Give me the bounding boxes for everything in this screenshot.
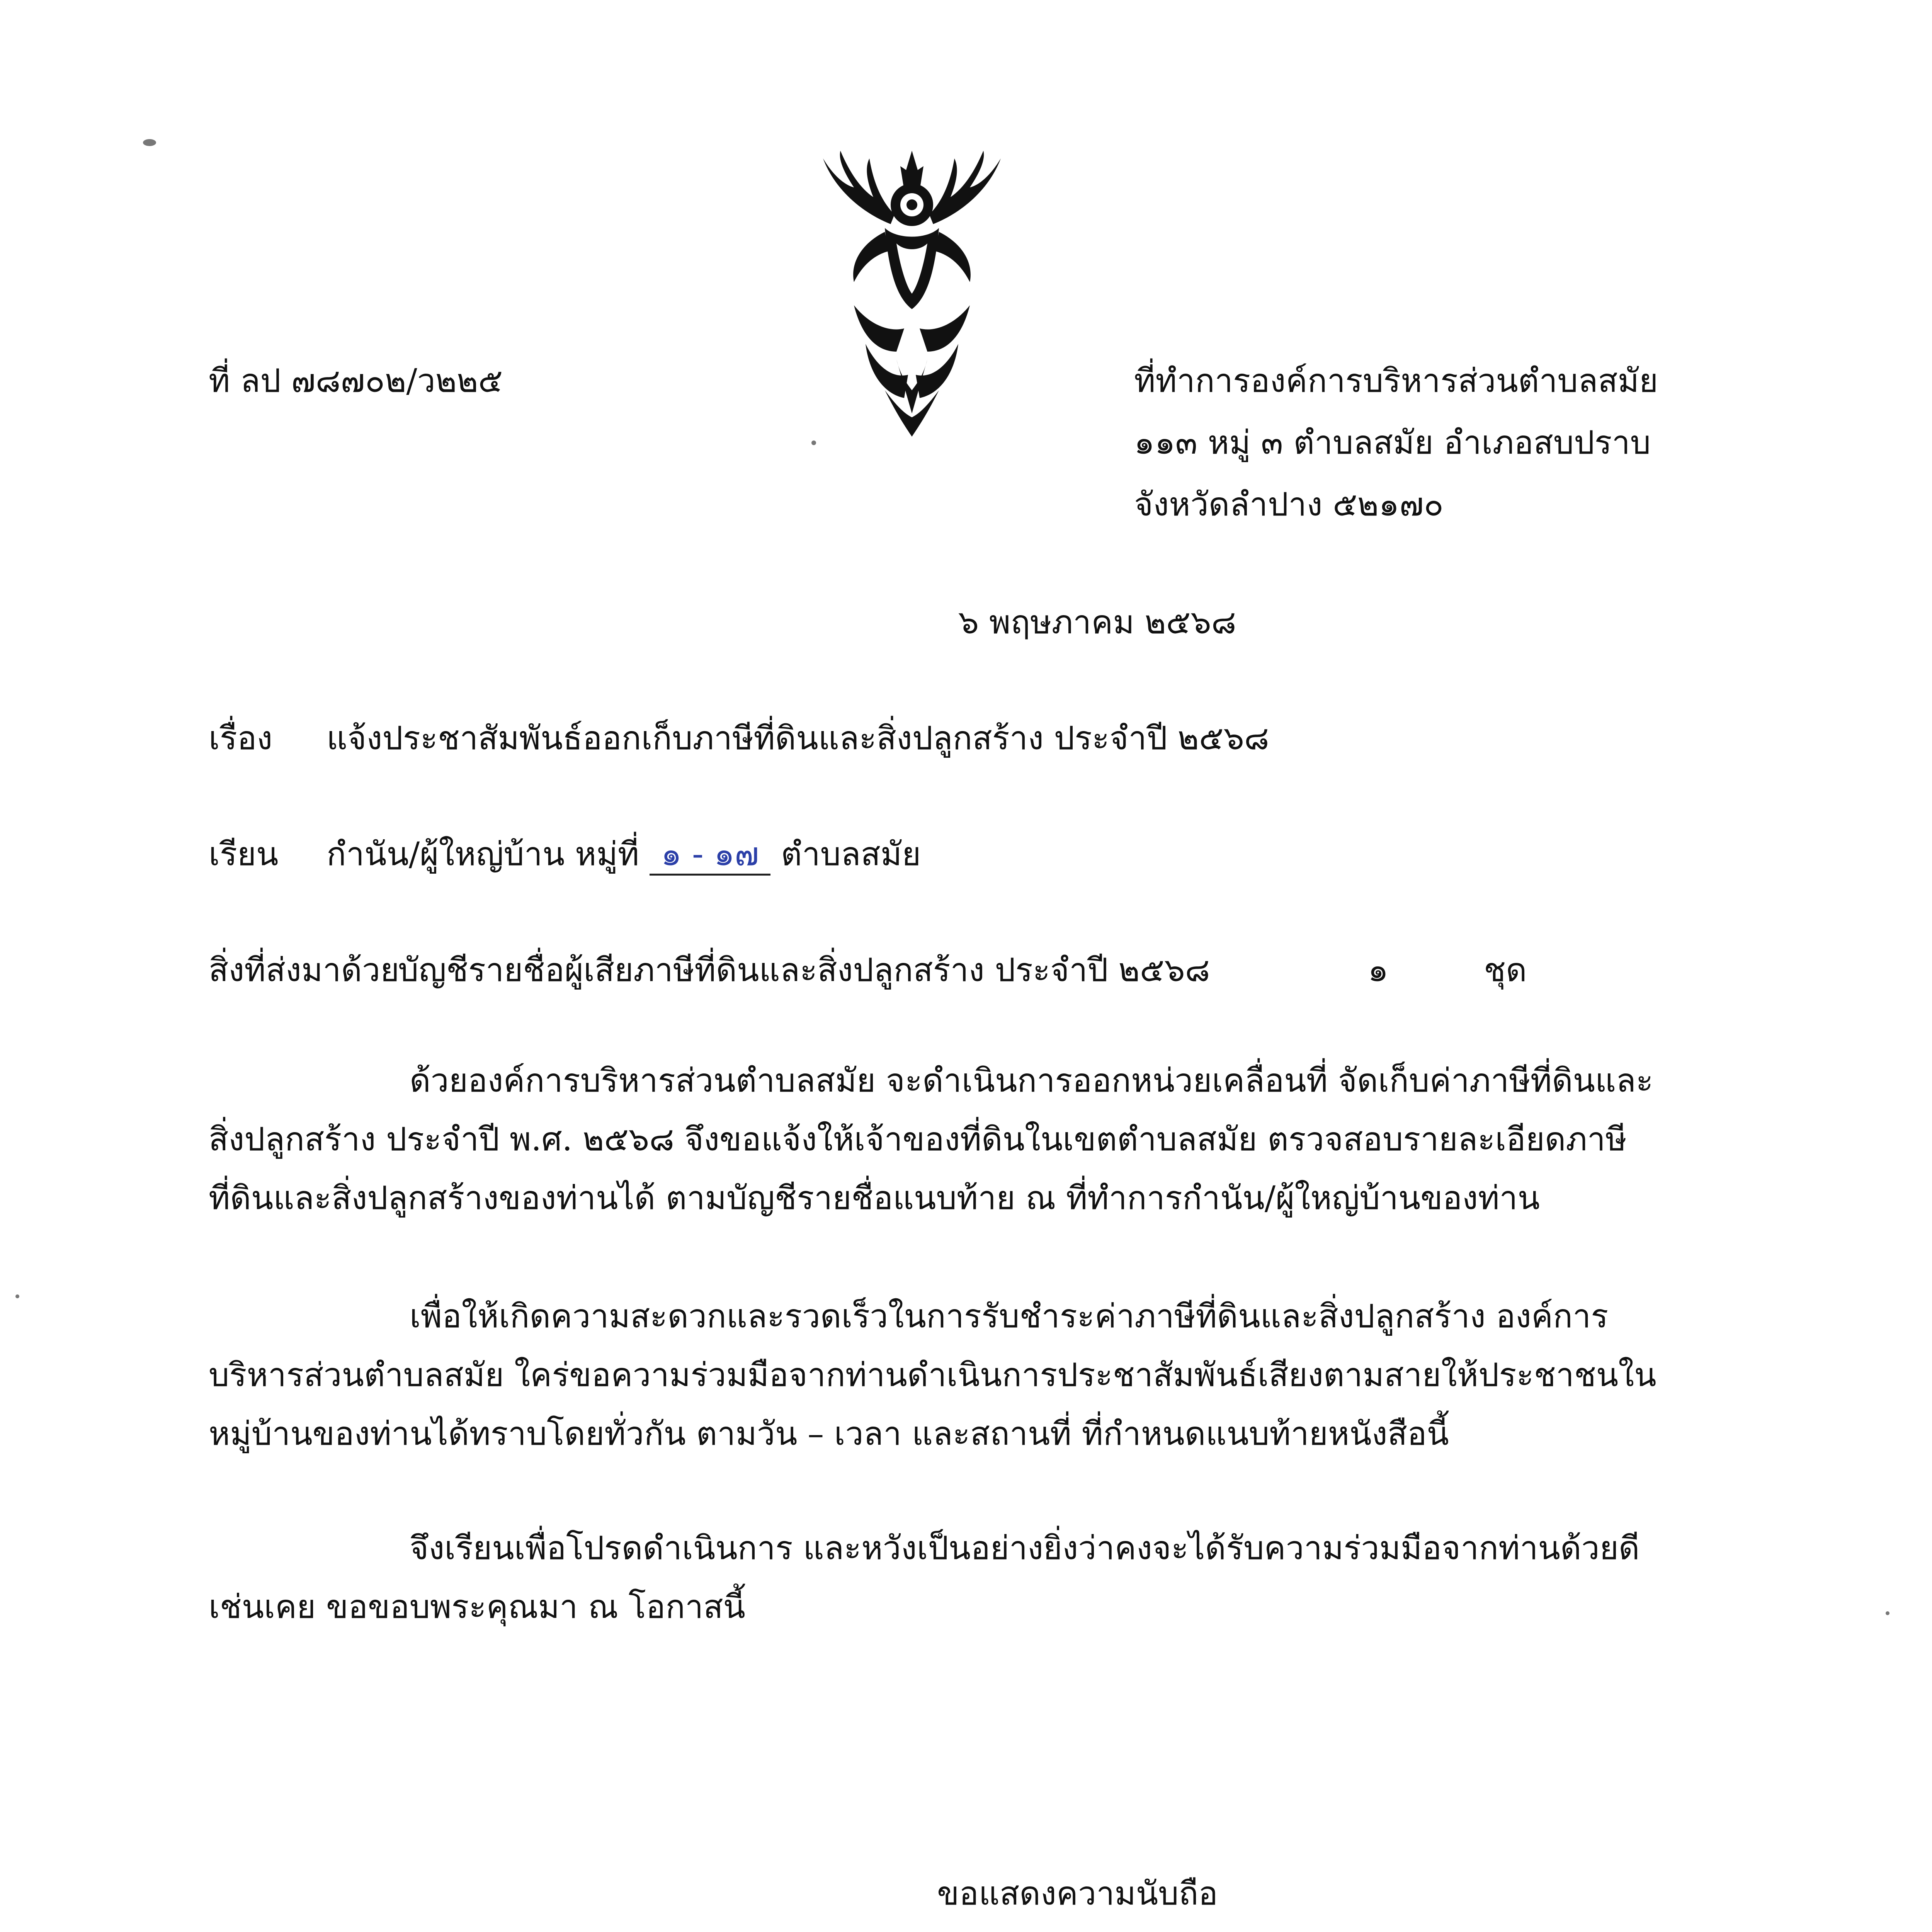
scan-speck (811, 440, 816, 445)
scan-speck (15, 1294, 19, 1298)
body-paragraph-1 (209, 1051, 1677, 1227)
handwritten-village-range: ๑ - ๑๗ (650, 835, 771, 876)
office-address-line-1: ที่ทำการองค์การบริหารส่วนตำบลสมัย (1134, 362, 1658, 400)
paragraph-1-text: ด้วยองค์การบริหารส่วนตำบลสมัย จะดำเนินการออกหน่วยเคลื่อนที่ จัดเก็บค่าภาษีที่ดินและสิ่งปลูกสร้าง ประจำปี พ.ศ. ๒๕๖๘ จึงขอแจ้งให้เจ้าของที่ดินในเขตตำบลสมัย ตรวจสอบรายละเอียดภาษีที่ดินและสิ่งปลูกสร้างของท่านได้ ตามบัญชีรายชื่อแนบท้าย ณ ที่ทำการกำนัน/ผู้ใหญ่บ้านของท่าน (209, 1061, 1653, 1217)
closing-phrase: ขอแสดงความนับถือ (937, 1874, 1218, 1912)
scan-speck (143, 139, 156, 146)
recipient-text-after: ตำบลสมัย (781, 835, 921, 873)
garuda-emblem (808, 143, 1016, 444)
scan-speck (1886, 1611, 1889, 1615)
office-address-line-3: จังหวัดลำปาง ๕๒๑๗๐ (1134, 485, 1444, 523)
salutation-label: เรียน (209, 835, 279, 873)
paragraph-2-text: เพื่อให้เกิดความสะดวกและรวดเร็วในการรับชำระค่าภาษีที่ดินและสิ่งปลูกสร้าง องค์การบริหารส่วนตำบลสมัย ใคร่ขอความร่วมมือจากท่านดำเนินการประชาสัมพันธ์เสียงตามสายให้ประชาชนในหมู่บ้านของท่านได้ทราบโดยทั่วกัน ตามวัน – เวลา และสถานที่ ที่กำหนดแนบท้ายหนังสือนี้ (209, 1297, 1656, 1452)
enclosure-label: สิ่งที่ส่งมาด้วย (209, 951, 400, 989)
subject-label: เรื่อง (209, 719, 273, 757)
recipient-text-before: กำนัน/ผู้ใหญ่บ้าน หมู่ที่ (327, 835, 639, 873)
subject-text: แจ้งประชาสัมพันธ์ออกเก็บภาษีที่ดินและสิ่งปลูกสร้าง ประจำปี ๒๕๖๘ (327, 719, 1269, 757)
reference-number: ที่ ลป ๗๘๗๐๒/ว๒๒๕ (209, 362, 503, 400)
body-paragraph-2 (209, 1287, 1677, 1463)
enclosure-unit: ชุด (1484, 951, 1527, 989)
enclosure-text: บัญชีรายชื่อผู้เสียภาษีที่ดินและสิ่งปลูกสร้าง ประจำปี ๒๕๖๘ (398, 951, 1210, 989)
paragraph-3-text: จึงเรียนเพื่อโปรดดำเนินการ และหวังเป็นอย่างยิ่งว่าคงจะได้รับความร่วมมือจากท่านด้วยดีเช่นเคย ขอขอบพระคุณมา ณ โอกาสนี้ (209, 1529, 1640, 1626)
salutation-recipient (327, 835, 921, 876)
letter-date: ๖ พฤษภาคม ๒๕๖๘ (958, 603, 1236, 641)
office-address-line-2: ๑๑๓ หมู่ ๓ ตำบลสมัย อำเภอสบปราบ (1134, 423, 1651, 461)
enclosure-count: ๑ (1368, 951, 1389, 989)
body-paragraph-3 (209, 1519, 1677, 1636)
